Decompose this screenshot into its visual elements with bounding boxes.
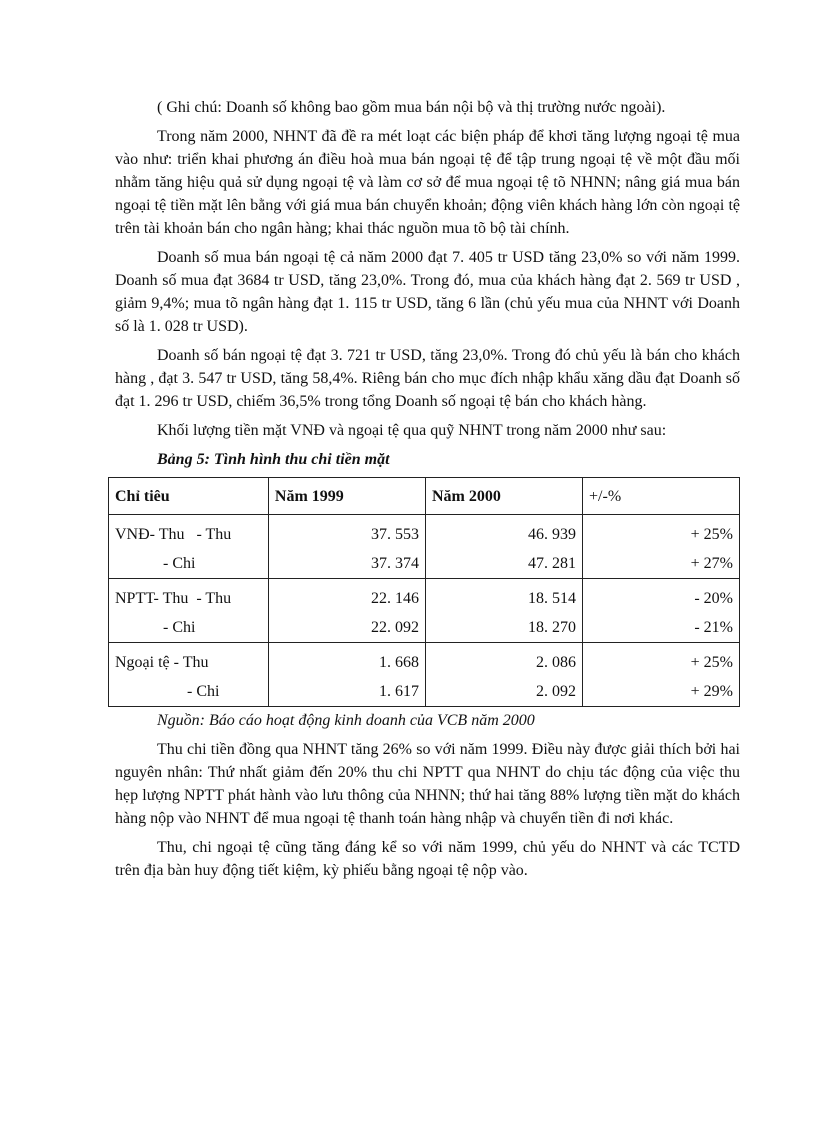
row-label [109,643,269,707]
cell-2000 [425,643,582,707]
value-thu-change: + 25% [690,526,733,543]
value-chi-change: - 21% [694,619,733,636]
value-chi-1999: 1. 617 [378,683,419,700]
cell-2000 [425,515,582,579]
cell-1999 [268,579,425,643]
row-label-chi: - Chi [163,619,196,636]
paragraph-cash-intro: Khối lượng tiền mặt VNĐ và ngoại tệ qua quỹ NHNT trong năm 2000 như sau: [157,422,667,439]
value-chi-change: + 27% [690,555,733,572]
value-chi-2000: 2. 092 [536,683,577,700]
document-page [115,96,740,888]
value-thu-change: - 20% [694,590,733,607]
paragraph-sales: Doanh số bán ngoại tệ đạt 3. 721 tr USD, tăng 23,0%. Trong đó chủ yếu là bán cho khách hàng , đạt 3. 547 tr USD, tăng 58,4%. Riêng bán cho mục đích nhập khẩu xăng dầu đạt Doanh số đạt 1. 296 tr USD, chiếm 36,5% trong tổng Doanh số ngoại tệ bán cho khách hàng. [115,347,740,410]
row-label [109,515,269,579]
cell-2000 [425,579,582,643]
value-thu-1999: 22. 146 [370,590,419,607]
row-label-thu: VNĐ- Thu - Thu [115,526,232,543]
table-row [109,579,740,643]
cash-table [108,477,740,707]
row-label [109,579,269,643]
note-paragraph: ( Ghi chú: Doanh số không bao gồm mua bán nội bộ và thị trường nước ngoài). [157,99,666,116]
header-change: +/-% [583,478,740,515]
table-source: Nguồn: Báo cáo hoạt động kinh doanh của VCB năm 2000 [157,712,535,729]
header-2000: Năm 2000 [425,478,582,515]
table-caption: Bảng 5: Tình hình thu chi tiền mặt [157,451,390,468]
row-label-chi: - Chi [163,555,196,572]
cell-change [583,515,740,579]
paragraph-measures: Trong năm 2000, NHNT đã đề ra mét loạt các biện pháp để khơi tăng lượng ngoại tệ mua vào như: triển khai phương án điều hoà mua bán ngoại tệ để tập trung ngoại tệ về một đầu mối nhằm tăng hiệu quả sử dụng ngoại tệ và làm cơ sở để mua ngoại tệ tõ NHNN; nâng giá mua bán ngoại tệ tiền mặt lên bằng với giá mua bán chuyển khoản; động viên khách hàng lớn còn ngoại tệ trên tài khoản bán cho ngân hàng; khai thác nguồn mua tõ bộ tài chính. [115,128,740,237]
value-thu-1999: 37. 553 [370,526,419,543]
paragraph-trading-volume: Doanh số mua bán ngoại tệ cả năm 2000 đạt 7. 405 tr USD tăng 23,0% so với năm 1999. Doanh số mua đạt 3684 tr USD, tăng 23,0%. Trong đó, mua của khách hàng đạt 2. 569 tr USD , giảm 9,4%; mua tõ ngân hàng đạt 1. 115 tr USD, tăng 6 lần (chủ yếu mua của NHNT với Doanh số là 1. 028 tr USD). [115,249,740,335]
value-chi-2000: 47. 281 [528,555,577,572]
cell-1999 [268,643,425,707]
value-thu-2000: 18. 514 [528,590,577,607]
cell-change [583,643,740,707]
value-chi-1999: 37. 374 [370,555,419,572]
row-label-thu: NPTT- Thu - Thu [115,590,232,607]
value-thu-1999: 1. 668 [378,654,419,671]
value-chi-change: + 29% [690,683,733,700]
row-label-thu: Ngoại tệ - Thu [115,654,209,671]
paragraph-dong-cash: Thu chi tiền đồng qua NHNT tăng 26% so với năm 1999. Điều này được giải thích bởi hai nguyên nhân: Thứ nhất giảm đến 20% thu chi NPTT qua NHNT do chịu tác động của việc thu hẹp lượng NPTT phát hành vào lưu thông của NHNN; thứ hai tăng 88% lượng tiền mặt do khách hàng nộp vào NHNT để mua ngoại tệ thanh toán hàng nhập và chuyển tiền đi nơi khác. [115,741,740,827]
row-label-chi: - Chi [187,683,220,700]
table-row [109,643,740,707]
value-chi-2000: 18. 270 [528,619,577,636]
value-thu-change: + 25% [690,654,733,671]
cell-1999 [268,515,425,579]
paragraph-foreign-cash: Thu, chi ngoại tệ cũng tăng đáng kể so với năm 1999, chủ yếu do NHNT và các TCTD trên địa bàn huy động tiết kiệm, kỳ phiếu bằng ngoại tệ nộp vào. [115,839,740,879]
value-chi-1999: 22. 092 [370,619,419,636]
table-row [109,515,740,579]
table-header-row [109,478,740,515]
header-indicator: Chỉ tiêu [109,478,269,515]
value-thu-2000: 2. 086 [536,654,577,671]
value-thu-2000: 46. 939 [528,526,577,543]
header-1999: Năm 1999 [268,478,425,515]
cell-change [583,579,740,643]
